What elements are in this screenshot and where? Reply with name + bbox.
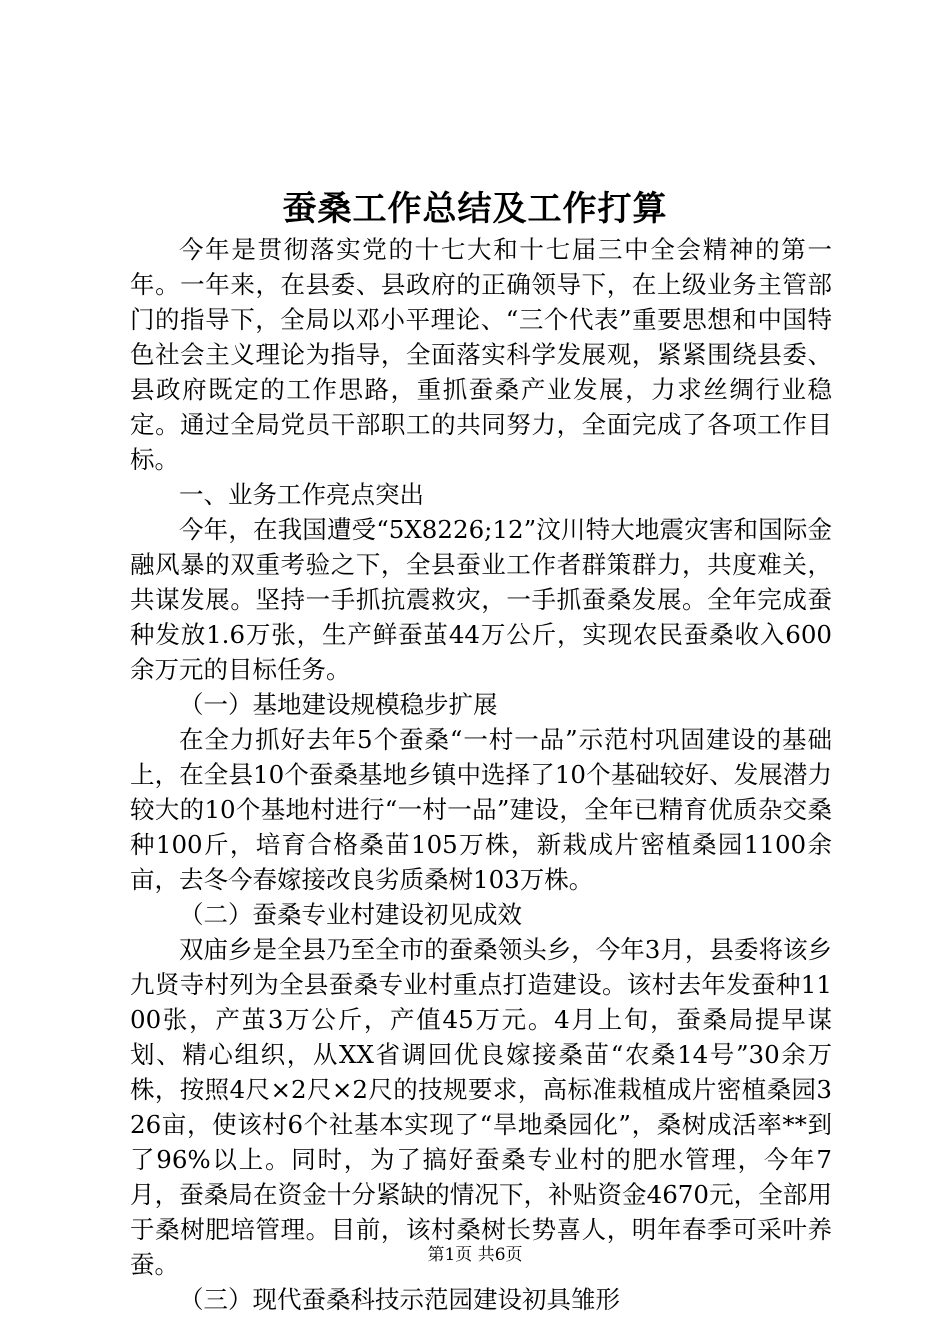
subsection-2-paragraph: 双庙乡是全县乃至全市的蚕桑领头乡，今年3月，县委将该乡九贤寺村列为全县蚕桑专业村重点打造建设。该村去年发蚕种1100张，产茧3万公斤，产值45万元。4月上旬，蚕桑局提早谋划、精心组织，从XX省调回优良嫁接桑苗“农桑14号”30余万株，按照4尺×2尺×2尺的技规要求，高标准栽植成片密植桑园326亩，使该村6个社基本实现了“旱地桑园化”，桑树成活率**到了96%以上。同时，为了搞好蚕桑专业村的肥水管理，今年7月，蚕桑局在资金十分紧缺的情况下，补贴资金4670元，全部用于桑树肥培管理。目前，该村桑树长势喜人，明年春季可采叶养蚕。 bbox=[130, 935, 832, 1279]
section-heading-1: 一、业务工作亮点突出 bbox=[179, 480, 424, 509]
intro-paragraph: 今年是贯彻落实党的十七大和十七届三中全会精神的第一年。一年来，在县委、县政府的正确领导下，在上级业务主管部门的指导下，全局以邓小平理论、“三个代表”重要思想和中国特色社会主义理论为指导，全面落实科学发展观，紧紧围绕县委、县政府既定的工作思路，重抓蚕桑产业发展，力求丝绸行业稳定。通过全局党员干部职工的共同努力，全面完成了各项工作目标。 bbox=[130, 235, 832, 474]
subsection-heading-3: （三）现代蚕桑科技示范园建设初具雏形 bbox=[179, 1285, 620, 1314]
section-1-paragraph: 今年，在我国遭受“5X8226;12”汶川特大地震灾害和国际金融风暴的双重考验之下，全县蚕业工作者群策群力，共度难关，共谋发展。坚持一手抓抗震救灾，一手抓蚕桑发展。全年完成蚕种发放1.6万张，生产鲜蚕茧44万公斤，实现农民蚕桑收入600余万元的目标任务。 bbox=[130, 515, 832, 684]
document-body bbox=[130, 232, 832, 1317]
subsection-1-paragraph: 在全力抓好去年5个蚕桑“一村一品”示范村巩固建设的基础上，在全县10个蚕桑基地乡镇中选择了10个基础较好、发展潜力较大的10个基地村进行“一村一品”建设，全年已精育优质杂交桑种100斤，培育合格桑苗105万株，新栽成片密植桑园1100余亩，去冬今春嫁接改良劣质桑树103万株。 bbox=[130, 725, 832, 894]
page-footer: 第1页 共6页 bbox=[427, 1245, 523, 1265]
document-title: 蚕桑工作总结及工作打算 bbox=[282, 189, 668, 229]
subsection-heading-2: （二）蚕桑专业村建设初见成效 bbox=[179, 900, 522, 929]
subsection-heading-1: （一）基地建设规模稳步扩展 bbox=[179, 690, 498, 719]
